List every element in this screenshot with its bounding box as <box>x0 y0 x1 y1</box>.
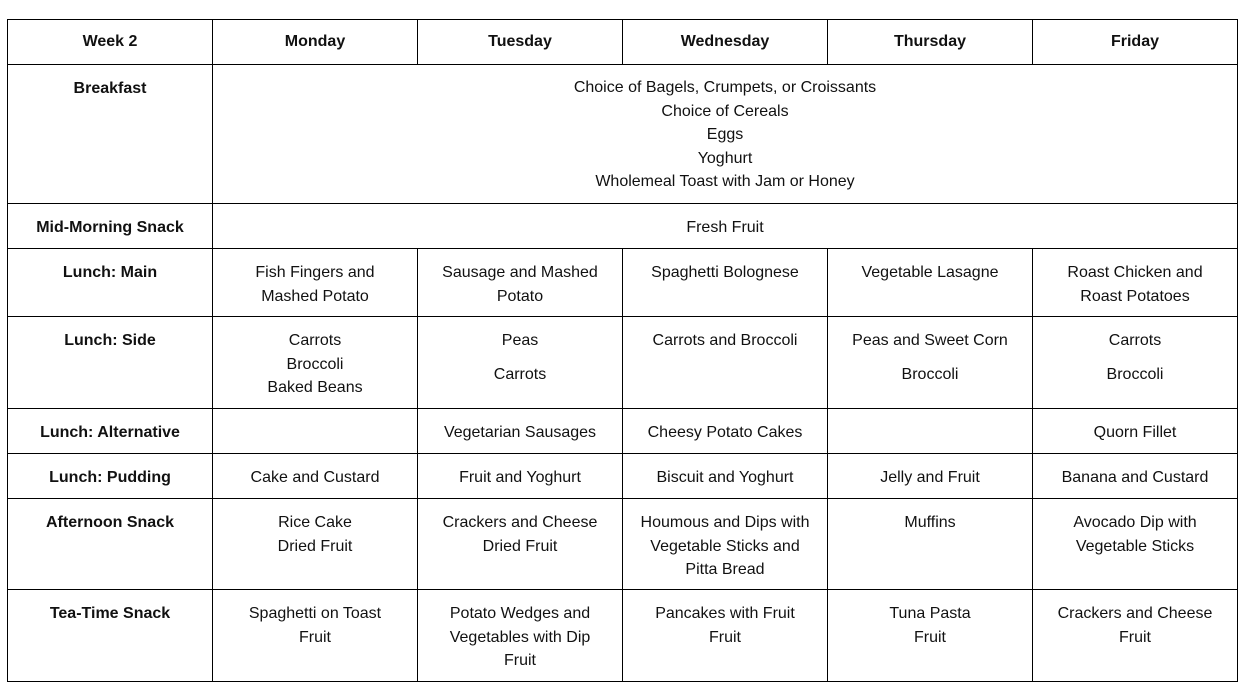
lunch-alternative-row <box>8 409 1238 454</box>
lunch-main-label: Lunch: Main <box>8 249 213 317</box>
lunch-alternative-friday: Quorn Fillet <box>1033 409 1238 454</box>
lunch-side-thursday: Peas and Sweet Corn Broccoli <box>828 317 1033 409</box>
breakfast-item: Yoghurt <box>697 149 753 167</box>
breakfast-item: Choice of Bagels, Crumpets, or Croissants <box>573 79 877 96</box>
afternoon-snack-tuesday: Crackers and Cheese Dried Fruit <box>418 499 623 590</box>
lunch-side-monday: Carrots Broccoli Baked Beans <box>213 317 418 409</box>
day-header-wednesday: Wednesday <box>623 20 828 65</box>
tea-time-snack-tuesday: Potato Wedges and Vegetables with Dip Fruit <box>418 590 623 682</box>
weekly-menu-table <box>7 19 1238 682</box>
lunch-pudding-wednesday: Biscuit and Yoghurt <box>623 454 828 499</box>
afternoon-snack-monday: Rice Cake Dried Fruit <box>213 499 418 590</box>
lunch-side-wednesday: Carrots and Broccoli <box>623 317 828 409</box>
lunch-main-row <box>8 249 1238 317</box>
lunch-alternative-thursday <box>828 409 1033 454</box>
tea-time-snack-friday: Crackers and Cheese Fruit <box>1033 590 1238 682</box>
afternoon-snack-thursday: Muffins <box>828 499 1033 590</box>
day-header-friday: Friday <box>1033 20 1238 65</box>
mid-morning-row <box>8 204 1238 249</box>
breakfast-item: Wholemeal Toast with Jam or Honey <box>595 173 855 190</box>
lunch-alternative-wednesday: Cheesy Potato Cakes <box>623 409 828 454</box>
lunch-pudding-row <box>8 454 1238 499</box>
lunch-pudding-friday: Banana and Custard <box>1033 454 1238 499</box>
lunch-alternative-tuesday: Vegetarian Sausages <box>418 409 623 454</box>
tea-time-snack-label: Tea-Time Snack <box>8 590 213 682</box>
afternoon-snack-friday: Avocado Dip with Vegetable Sticks <box>1033 499 1238 590</box>
week-label: Week 2 <box>8 20 213 65</box>
mid-morning-label: Mid-Morning Snack <box>8 204 213 249</box>
afternoon-snack-row <box>8 499 1238 590</box>
breakfast-item: Choice of Cereals <box>661 102 789 120</box>
mid-morning-item: Fresh Fruit <box>213 204 1238 249</box>
tea-time-snack-wednesday: Pancakes with Fruit Fruit <box>623 590 828 682</box>
breakfast-row <box>8 65 1238 204</box>
lunch-pudding-label: Lunch: Pudding <box>8 454 213 499</box>
afternoon-snack-label: Afternoon Snack <box>8 499 213 590</box>
lunch-side-friday: Carrots Broccoli <box>1033 317 1238 409</box>
lunch-side-row <box>8 317 1238 409</box>
breakfast-item: Eggs <box>706 126 744 143</box>
tea-time-snack-monday: Spaghetti on Toast Fruit <box>213 590 418 682</box>
lunch-main-wednesday: Spaghetti Bolognese <box>623 249 828 317</box>
day-header-thursday: Thursday <box>828 20 1033 65</box>
lunch-alternative-label: Lunch: Alternative <box>8 409 213 454</box>
header-row <box>8 20 1238 65</box>
afternoon-snack-wednesday: Houmous and Dips with Vegetable Sticks and Pitta Bread <box>623 499 828 590</box>
lunch-pudding-monday: Cake and Custard <box>213 454 418 499</box>
lunch-main-monday: Fish Fingers and Mashed Potato <box>213 249 418 317</box>
breakfast-label: Breakfast <box>8 65 213 204</box>
day-header-tuesday: Tuesday <box>418 20 623 65</box>
tea-time-snack-row <box>8 590 1238 682</box>
breakfast-items <box>213 65 1238 204</box>
lunch-alternative-monday <box>213 409 418 454</box>
lunch-side-tuesday: Peas Carrots <box>418 317 623 409</box>
lunch-pudding-tuesday: Fruit and Yoghurt <box>418 454 623 499</box>
lunch-main-thursday: Vegetable Lasagne <box>828 249 1033 317</box>
lunch-main-friday: Roast Chicken and Roast Potatoes <box>1033 249 1238 317</box>
lunch-side-label: Lunch: Side <box>8 317 213 409</box>
day-header-monday: Monday <box>213 20 418 65</box>
tea-time-snack-thursday: Tuna Pasta Fruit <box>828 590 1033 682</box>
lunch-main-tuesday: Sausage and Mashed Potato <box>418 249 623 317</box>
lunch-pudding-thursday: Jelly and Fruit <box>828 454 1033 499</box>
